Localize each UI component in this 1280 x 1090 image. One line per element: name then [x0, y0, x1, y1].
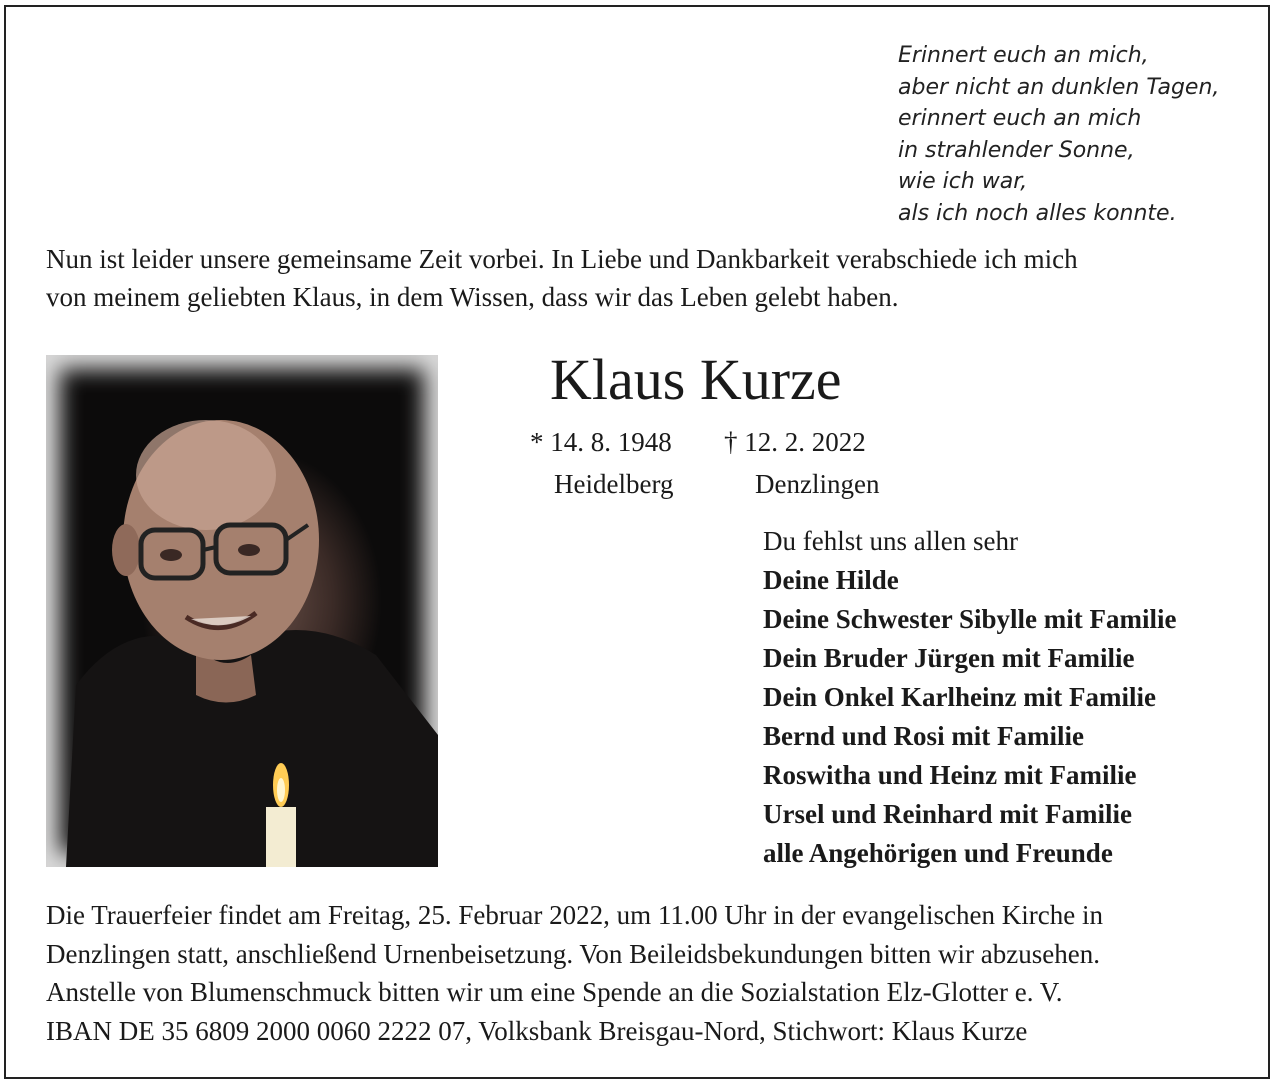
portrait-photo	[46, 355, 438, 867]
mourner-name: Roswitha und Heinz mit Familie	[763, 760, 1137, 790]
intro-line: von meinem geliebten Klaus, in dem Wissen, dass wir das Leben gelebt haben.	[46, 282, 899, 312]
poem	[898, 40, 1219, 229]
poem-line: erinnert euch an mich	[898, 106, 1142, 131]
intro-line: Nun ist leider unsere gemeinsame Zeit vorbei. In Liebe und Dankbarkeit verabschiede ich mich	[46, 244, 1078, 274]
poem-line: in strahlender Sonne,	[898, 137, 1135, 163]
footer-line: IBAN DE 35 6809 2000 0060 2222 07, Volksbank Breisgau-Nord, Stichwort: Klaus Kurze	[46, 1015, 1028, 1046]
poem-line: als ich noch alles konnte.	[898, 200, 1177, 226]
birth-date: * 14. 8. 1948	[530, 427, 672, 457]
footer-line: Anstelle von Blumenschmuck bitten wir um eine Spende an die Sozialstation Elz-Glotter e. V.	[46, 977, 1063, 1007]
mourners-list	[763, 522, 1176, 873]
mourners-lead: Du fehlst uns allen sehr	[763, 526, 1018, 556]
poem-line: wie ich war,	[898, 169, 1028, 194]
intro-text	[46, 240, 1246, 316]
footer-line: Die Trauerfeier findet am Freitag, 25. Februar 2022, um 11.00 Uhr in der evangelischen Kirche in	[46, 900, 1103, 930]
mourner-name: Ursel und Reinhard mit Familie	[763, 799, 1132, 829]
death-place: Denzlingen	[755, 469, 880, 499]
funeral-details	[46, 896, 1246, 1050]
birth-place: Heidelberg	[554, 469, 674, 499]
portrait-illustration	[46, 355, 438, 867]
death-date: † 12. 2. 2022	[724, 427, 866, 457]
mourner-name: Deine Hilde	[763, 565, 899, 595]
mourner-name: alle Angehörigen und Freunde	[763, 838, 1113, 868]
mourner-name: Dein Bruder Jürgen mit Familie	[763, 643, 1135, 673]
poem-line: aber nicht an dunklen Tagen,	[898, 74, 1220, 100]
footer-line: Denzlingen statt, anschließend Urnenbeisetzung. Von Beileidsbekundungen bitten wir abzusehen.	[46, 938, 1100, 969]
mourner-name: Bernd und Rosi mit Familie	[763, 721, 1085, 751]
mourner-name: Deine Schwester Sibylle mit Familie	[763, 604, 1177, 634]
mourner-name: Dein Onkel Karlheinz mit Familie	[763, 682, 1156, 712]
poem-line: Erinnert euch an mich,	[898, 43, 1149, 68]
deceased-name: Klaus Kurze	[550, 347, 842, 412]
